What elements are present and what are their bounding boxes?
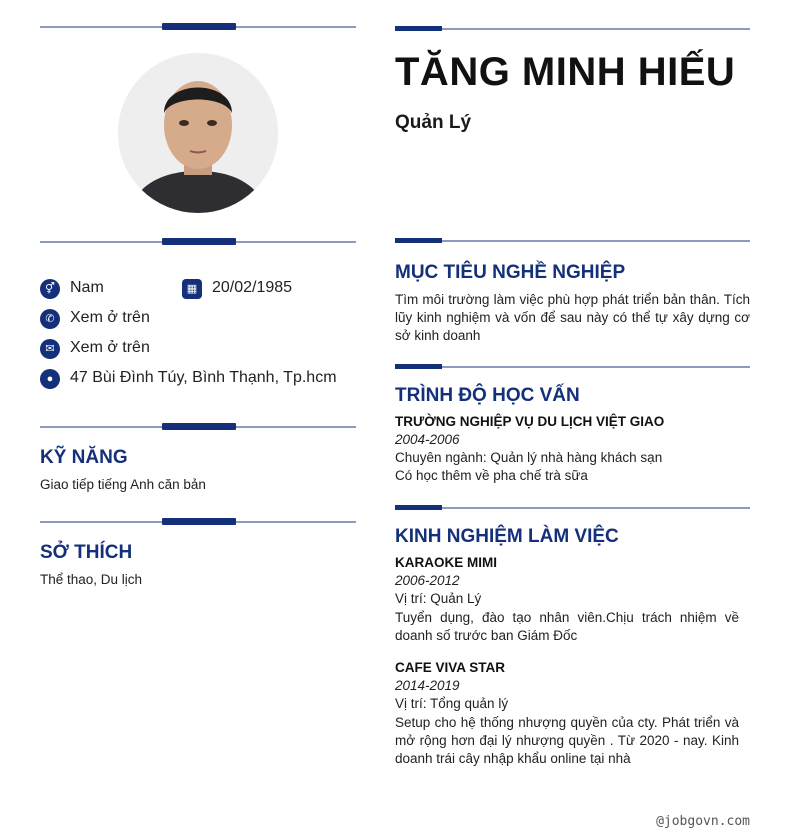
address-value: 47 Bùi Đình Túy, Bình Thạnh, Tp.hcm	[70, 369, 337, 386]
job-period: 2006-2012	[395, 573, 460, 588]
job-position: Vị trí: Tổng quản lý	[395, 696, 509, 711]
candidate-title: Quản Lý	[395, 112, 472, 133]
education-line-2: Có học thêm về pha chế trà sữa	[395, 468, 588, 483]
gender-icon: ⚥	[40, 279, 60, 299]
job-position: Vị trí: Quản Lý	[395, 591, 482, 606]
objective-title: MỤC TIÊU NGHỀ NGHIỆP	[395, 262, 626, 283]
divider-photo-bottom	[40, 238, 356, 246]
education-title: TRÌNH ĐỘ HỌC VẤN	[395, 385, 580, 406]
education-line-1: Chuyên ngành: Quản lý nhà hàng khách sạn	[395, 450, 663, 465]
email-icon: ✉	[40, 339, 60, 359]
divider-top-left	[40, 23, 356, 31]
job-description: Tuyển dụng, đào tạo nhân viên.Chịu trách nhiệm về doanh số trước ban Giám Đốc	[395, 610, 739, 643]
education-period: 2004-2006	[395, 432, 460, 447]
job-description: Setup cho hệ thống nhượng quyền của cty. Phát triển và mở rộng hơn đại lý nhượng quyền . Từ 2020 - nay. Kinh doanh trái cây nhập khẩu online tại nhà	[395, 715, 739, 766]
objective-text: Tìm môi trường làm việc phù hợp phát triển bản thân. Tích lũy kinh nghiệm và vốn để sau này có thể tự xây dựng cơ sở kinh doanh	[395, 292, 750, 343]
divider-experience	[395, 505, 750, 511]
skills-text: Giao tiếp tiếng Anh căn bản	[40, 477, 206, 492]
education-school: TRƯỜNG NGHIỆP VỤ DU LỊCH VIỆT GIAO	[395, 414, 665, 429]
job-company: CAFE VIVA STAR	[395, 660, 506, 675]
divider-skills	[40, 423, 356, 431]
divider-education	[395, 364, 750, 370]
profile-photo	[118, 53, 278, 213]
divider-hobbies	[40, 518, 356, 526]
phone-value: Xem ở trên	[70, 309, 150, 326]
phone-icon: ✆	[40, 309, 60, 329]
hobbies-text: Thể thao, Du lịch	[40, 572, 143, 587]
skills-title: KỸ NĂNG	[40, 447, 128, 468]
candidate-name: TĂNG MINH HIẾU	[395, 50, 736, 94]
job-period: 2014-2019	[395, 678, 460, 693]
divider-objective	[395, 238, 750, 244]
calendar-icon: ▦	[182, 279, 202, 299]
footer-brand: @jobgovn.com	[656, 814, 750, 829]
gender-value: Nam	[70, 279, 104, 296]
hobbies-title: SỞ THÍCH	[40, 542, 133, 563]
divider-top-right	[395, 26, 750, 32]
location-icon: ●	[40, 369, 60, 389]
birthdate-value: 20/02/1985	[212, 279, 293, 296]
experience-title: KINH NGHIỆM LÀM VIỆC	[395, 526, 619, 547]
email-value: Xem ở trên	[70, 339, 150, 356]
job-company: KARAOKE MIMI	[395, 555, 497, 570]
